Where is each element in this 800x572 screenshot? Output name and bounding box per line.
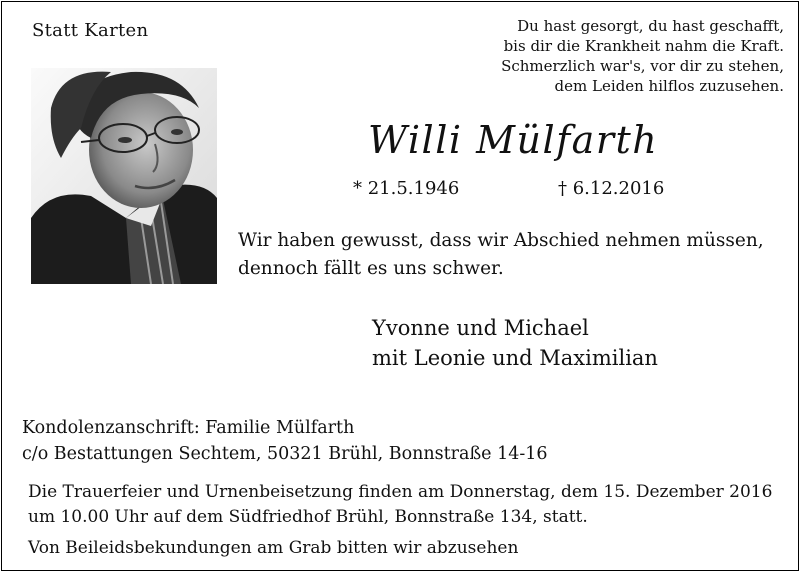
mourning-family — [372, 313, 658, 373]
poem — [468, 16, 784, 96]
portrait-image — [31, 68, 217, 284]
family-line: mit Leonie und Maximilian — [372, 346, 658, 370]
portrait-photo — [31, 68, 217, 284]
poem-line: Schmerzlich war's, vor dir zu stehen, — [501, 57, 784, 75]
death-date: † 6.12.2016 — [558, 178, 665, 199]
service-line: um 10.00 Uhr auf dem Südfriedhof Brühl, Bonnstraße 134, statt. — [28, 507, 588, 527]
condolence-note: Von Beileidsbekundungen am Grab bitten wir abzusehen — [28, 538, 519, 558]
deceased-name: Willi Mülfarth — [368, 118, 659, 162]
family-line: Yvonne und Michael — [372, 316, 589, 340]
quote-line: dennoch fällt es uns schwer. — [238, 258, 504, 279]
birth-date: * 21.5.1946 — [353, 178, 460, 199]
statt-karten-label: Statt Karten — [32, 20, 149, 41]
poem-line: bis dir die Krankheit nahm die Kraft. — [503, 37, 784, 55]
farewell-quote — [238, 227, 794, 283]
funeral-service-info — [28, 480, 796, 530]
poem-line: Du hast gesorgt, du hast geschafft, — [517, 17, 784, 35]
poem-line: dem Leiden hilflos zuzusehen. — [554, 77, 784, 95]
quote-line: Wir haben gewusst, dass wir Abschied nehmen müssen, — [238, 230, 764, 251]
condolence-address — [22, 415, 548, 467]
address-line: c/o Bestattungen Sechtem, 50321 Brühl, Bonnstraße 14-16 — [22, 444, 548, 464]
service-line: Die Trauerfeier und Urnenbeisetzung finden am Donnerstag, dem 15. Dezember 2016 — [28, 482, 773, 502]
address-line: Kondolenzanschrift: Familie Mülfarth — [22, 418, 355, 438]
